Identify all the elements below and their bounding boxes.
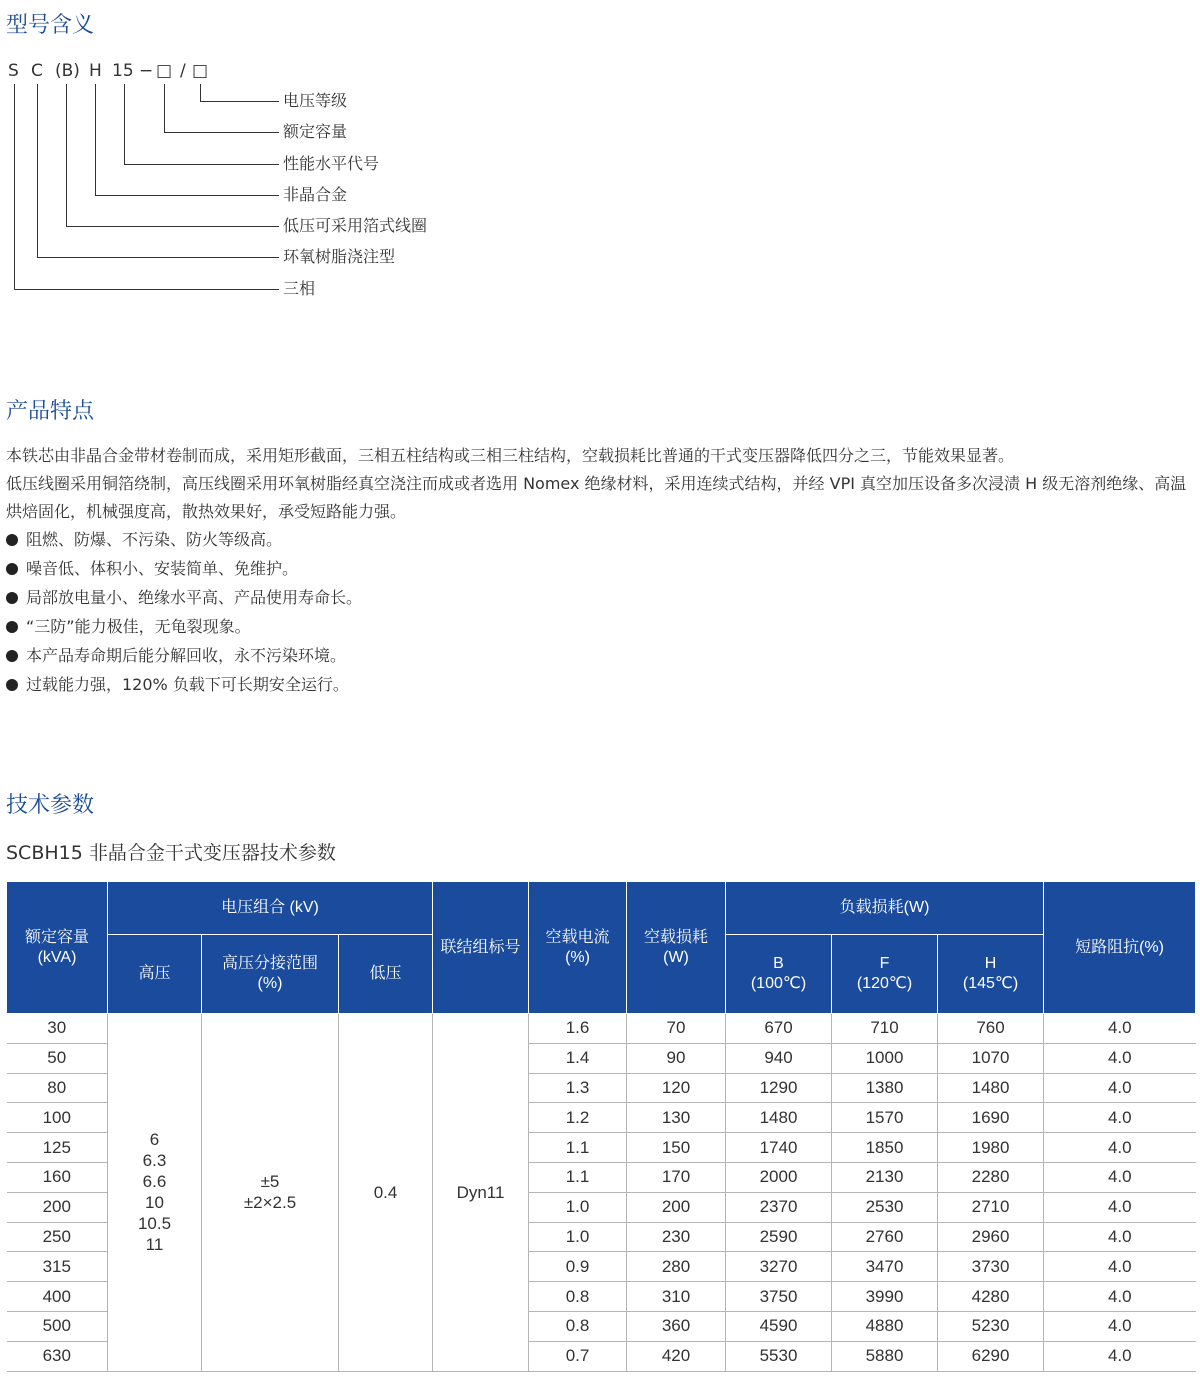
- hv-value: 6: [149, 1130, 160, 1150]
- cell-load-loss-h: 2280: [938, 1162, 1044, 1192]
- header-impedance: 短路阻抗(%): [1044, 882, 1196, 1014]
- cell-load-loss-h: 3730: [938, 1252, 1044, 1282]
- feature-paragraph: 低压线圈采用铜箔绕制，高压线圈采用环氧树脂经真空浇注而成或者选用 Nomex 绝缘材料，采用连续式结构，并经 VPI 真空加压设备多次浸渍 H 级无溶剂绝缘、高温烘焙固化，机械强度高，散热效果好，承受短路能力强。: [6, 474, 1187, 521]
- model-code-char: S: [8, 61, 19, 81]
- model-code-char: −: [139, 61, 154, 81]
- cell-noload-loss: 230: [627, 1222, 726, 1252]
- cell-noload-current: 0.9: [529, 1252, 627, 1282]
- section-title-features: 产品特点: [6, 399, 95, 424]
- cell-noload-current: 1.1: [529, 1162, 627, 1192]
- cell-capacity: 400: [7, 1282, 108, 1312]
- cell-capacity: 125: [7, 1133, 108, 1163]
- cell-capacity: 50: [7, 1043, 108, 1073]
- cell-noload-current: 1.2: [529, 1103, 627, 1133]
- bullet-dot-icon: [6, 679, 18, 691]
- cell-noload-loss: 70: [627, 1014, 726, 1044]
- header-unit: (%): [565, 948, 590, 966]
- feature-bullet-text: 局部放电量小、绝缘水平高、产品使用寿命长。: [26, 588, 363, 607]
- cell-load-loss-b: 1290: [726, 1073, 832, 1103]
- cell-noload-current: 1.6: [529, 1014, 627, 1044]
- hv-value: 10.5: [137, 1214, 172, 1234]
- header-tap-range: [202, 935, 339, 1014]
- cell-noload-current: 0.8: [529, 1282, 627, 1312]
- bullet-dot-icon: [6, 650, 18, 662]
- section-title-model-meaning: 型号含义: [6, 13, 95, 38]
- cell-capacity: 250: [7, 1222, 108, 1252]
- spec-table-body: [7, 1014, 1196, 1372]
- legend-label: 性能水平代号: [283, 154, 380, 173]
- feature-bullet-text: 噪音低、体积小、安装简单、免维护。: [26, 559, 299, 578]
- header-hv: 高压: [108, 935, 202, 1014]
- model-code-char: C: [31, 61, 43, 81]
- cell-load-loss-f: 2130: [832, 1162, 938, 1192]
- feature-bullet: [6, 554, 362, 583]
- cell-load-loss-f: 2760: [832, 1222, 938, 1252]
- cell-load-loss-h: 4280: [938, 1282, 1044, 1312]
- cell-load-loss-h: 1690: [938, 1103, 1044, 1133]
- header-capacity: [7, 882, 108, 1014]
- hv-value: 10: [145, 1193, 164, 1213]
- header-unit: (W): [663, 948, 689, 966]
- cell-load-loss-h: 2960: [938, 1222, 1044, 1252]
- header-text: 空载损耗: [644, 928, 709, 946]
- header-b: [726, 935, 832, 1014]
- cell-load-loss-b: 2370: [726, 1192, 832, 1222]
- cell-noload-loss: 280: [627, 1252, 726, 1282]
- header-unit: (100℃): [750, 975, 807, 992]
- hv-value: 11: [145, 1235, 164, 1255]
- header-load-loss: 负载损耗(W): [726, 882, 1044, 935]
- legend-label: 环氧树脂浇注型: [283, 247, 396, 266]
- cell-impedance: 4.0: [1044, 1341, 1196, 1371]
- header-h: [938, 935, 1044, 1014]
- cell-noload-loss: 120: [627, 1073, 726, 1103]
- header-unit: (%): [257, 975, 283, 992]
- feature-bullet: [6, 612, 362, 641]
- cell-load-loss-f: 710: [832, 1014, 938, 1044]
- legend-leader-line: [14, 84, 279, 290]
- cell-capacity: 30: [7, 1014, 108, 1044]
- header-unit: (145℃): [962, 975, 1019, 992]
- header-noload-loss: [627, 882, 726, 1014]
- bullet-dot-icon: [6, 592, 18, 604]
- cell-capacity: 500: [7, 1311, 108, 1341]
- tap-value: ±5: [260, 1172, 280, 1192]
- cell-load-loss-h: 1980: [938, 1133, 1044, 1163]
- model-code-char: □: [156, 61, 173, 81]
- cell-load-loss-h: 5230: [938, 1311, 1044, 1341]
- model-code-char: H: [89, 61, 102, 81]
- cell-tap-merged: [202, 1014, 339, 1372]
- cell-noload-current: 0.8: [529, 1311, 627, 1341]
- cell-noload-loss: 130: [627, 1103, 726, 1133]
- header-unit: (kVA): [37, 948, 77, 966]
- cell-load-loss-b: 670: [726, 1014, 832, 1044]
- cell-load-loss-f: 4880: [832, 1311, 938, 1341]
- cell-load-loss-b: 3270: [726, 1252, 832, 1282]
- cell-hv-merged: [108, 1014, 202, 1372]
- header-text: 空载电流: [545, 928, 610, 946]
- bullet-dot-icon: [6, 534, 18, 546]
- hv-value: 6.6: [142, 1172, 167, 1192]
- cell-load-loss-b: 3750: [726, 1282, 832, 1312]
- cell-load-loss-f: 3470: [832, 1252, 938, 1282]
- feature-bullet-text: 本产品寿命期后能分解回收，永不污染环境。: [26, 646, 347, 665]
- cell-impedance: 4.0: [1044, 1282, 1196, 1312]
- cell-impedance: 4.0: [1044, 1103, 1196, 1133]
- cell-load-loss-h: 1480: [938, 1073, 1044, 1103]
- cell-load-loss-f: 1570: [832, 1103, 938, 1133]
- cell-capacity: 315: [7, 1252, 108, 1282]
- cell-load-loss-b: 2590: [726, 1222, 832, 1252]
- cell-impedance: 4.0: [1044, 1222, 1196, 1252]
- feature-bullet-text: “三防”能力极佳，无龟裂现象。: [26, 617, 251, 636]
- cell-load-loss-h: 6290: [938, 1341, 1044, 1371]
- section-title-tech-params: 技术参数: [6, 793, 95, 818]
- header-f: [832, 935, 938, 1014]
- feature-bullet-text: 过载能力强，120% 负载下可长期安全运行。: [26, 675, 349, 694]
- cell-load-loss-f: 1380: [832, 1073, 938, 1103]
- header-text: H: [984, 955, 997, 972]
- cell-load-loss-b: 940: [726, 1043, 832, 1073]
- cell-capacity: 100: [7, 1103, 108, 1133]
- feature-bullet-text: 阻燃、防爆、不污染、防火等级高。: [26, 530, 283, 549]
- cell-impedance: 4.0: [1044, 1073, 1196, 1103]
- table-caption: SCBH15 非晶合金干式变压器技术参数: [6, 842, 336, 864]
- cell-noload-current: 1.1: [529, 1133, 627, 1163]
- legend-label: 额定容量: [283, 122, 348, 141]
- header-text: 高压分接范围: [221, 955, 318, 972]
- cell-lv-merged: 0.4: [339, 1014, 433, 1372]
- header-lv: 低压: [339, 935, 433, 1014]
- cell-load-loss-b: 5530: [726, 1341, 832, 1371]
- header-text: B: [773, 955, 784, 972]
- model-code-char: (B): [55, 61, 80, 81]
- table-row: [7, 1014, 1196, 1044]
- cell-load-loss-h: 1070: [938, 1043, 1044, 1073]
- cell-load-loss-f: 2530: [832, 1192, 938, 1222]
- cell-load-loss-h: 760: [938, 1014, 1044, 1044]
- feature-bullet-list: [6, 525, 362, 699]
- cell-noload-loss: 200: [627, 1192, 726, 1222]
- cell-impedance: 4.0: [1044, 1162, 1196, 1192]
- cell-noload-current: 1.4: [529, 1043, 627, 1073]
- model-code-char: □: [192, 61, 209, 81]
- cell-noload-loss: 150: [627, 1133, 726, 1163]
- cell-noload-current: 1.0: [529, 1222, 627, 1252]
- cell-capacity: 200: [7, 1192, 108, 1222]
- feature-bullet: [6, 670, 362, 699]
- header-noload-current: [529, 882, 627, 1014]
- cell-impedance: 4.0: [1044, 1133, 1196, 1163]
- tap-value: ±2×2.5: [243, 1193, 297, 1213]
- header-connection: 联结组标号: [433, 882, 529, 1014]
- cell-impedance: 4.0: [1044, 1192, 1196, 1222]
- header-unit: (120℃): [856, 975, 913, 992]
- cell-load-loss-f: 1000: [832, 1043, 938, 1073]
- cell-capacity: 80: [7, 1073, 108, 1103]
- cell-load-loss-f: 5880: [832, 1341, 938, 1371]
- feature-bullet: [6, 583, 362, 612]
- cell-noload-current: 1.3: [529, 1073, 627, 1103]
- cell-noload-loss: 90: [627, 1043, 726, 1073]
- cell-load-loss-h: 2710: [938, 1192, 1044, 1222]
- feature-bullet: [6, 525, 362, 554]
- cell-load-loss-f: 3990: [832, 1282, 938, 1312]
- cell-noload-loss: 420: [627, 1341, 726, 1371]
- cell-load-loss-b: 4590: [726, 1311, 832, 1341]
- bullet-dot-icon: [6, 621, 18, 633]
- cell-load-loss-f: 1850: [832, 1133, 938, 1163]
- cell-connection-merged: Dyn11: [433, 1014, 529, 1372]
- cell-noload-current: 0.7: [529, 1341, 627, 1371]
- model-code-char: /: [180, 61, 186, 81]
- header-voltage-group: 电压组合 (kV): [108, 882, 433, 935]
- model-code-char: 15: [112, 61, 134, 81]
- cell-capacity: 630: [7, 1341, 108, 1371]
- cell-load-loss-b: 1740: [726, 1133, 832, 1163]
- cell-impedance: 4.0: [1044, 1311, 1196, 1341]
- cell-impedance: 4.0: [1044, 1252, 1196, 1282]
- legend-label: 电压等级: [283, 91, 348, 110]
- cell-noload-loss: 170: [627, 1162, 726, 1192]
- legend-label: 低压可采用箔式线圈: [283, 216, 428, 235]
- cell-noload-loss: 360: [627, 1311, 726, 1341]
- cell-load-loss-b: 2000: [726, 1162, 832, 1192]
- cell-noload-current: 1.0: [529, 1192, 627, 1222]
- spec-table: [6, 881, 1196, 1372]
- hv-value: 6.3: [142, 1151, 167, 1171]
- cell-impedance: 4.0: [1044, 1043, 1196, 1073]
- header-text: 额定容量: [24, 928, 89, 946]
- bullet-dot-icon: [6, 563, 18, 575]
- cell-noload-loss: 310: [627, 1282, 726, 1312]
- legend-label: 非晶合金: [283, 185, 348, 204]
- cell-load-loss-b: 1480: [726, 1103, 832, 1133]
- legend-label: 三相: [283, 279, 316, 298]
- cell-impedance: 4.0: [1044, 1014, 1196, 1044]
- feature-bullet: [6, 641, 362, 670]
- header-text: F: [879, 955, 890, 972]
- cell-capacity: 160: [7, 1162, 108, 1192]
- feature-paragraph: 本铁芯由非晶合金带材卷制而成，采用矩形截面，三相五柱结构或三相三柱结构，空载损耗比普通的干式变压器降低四分之三，节能效果显著。: [6, 446, 1015, 465]
